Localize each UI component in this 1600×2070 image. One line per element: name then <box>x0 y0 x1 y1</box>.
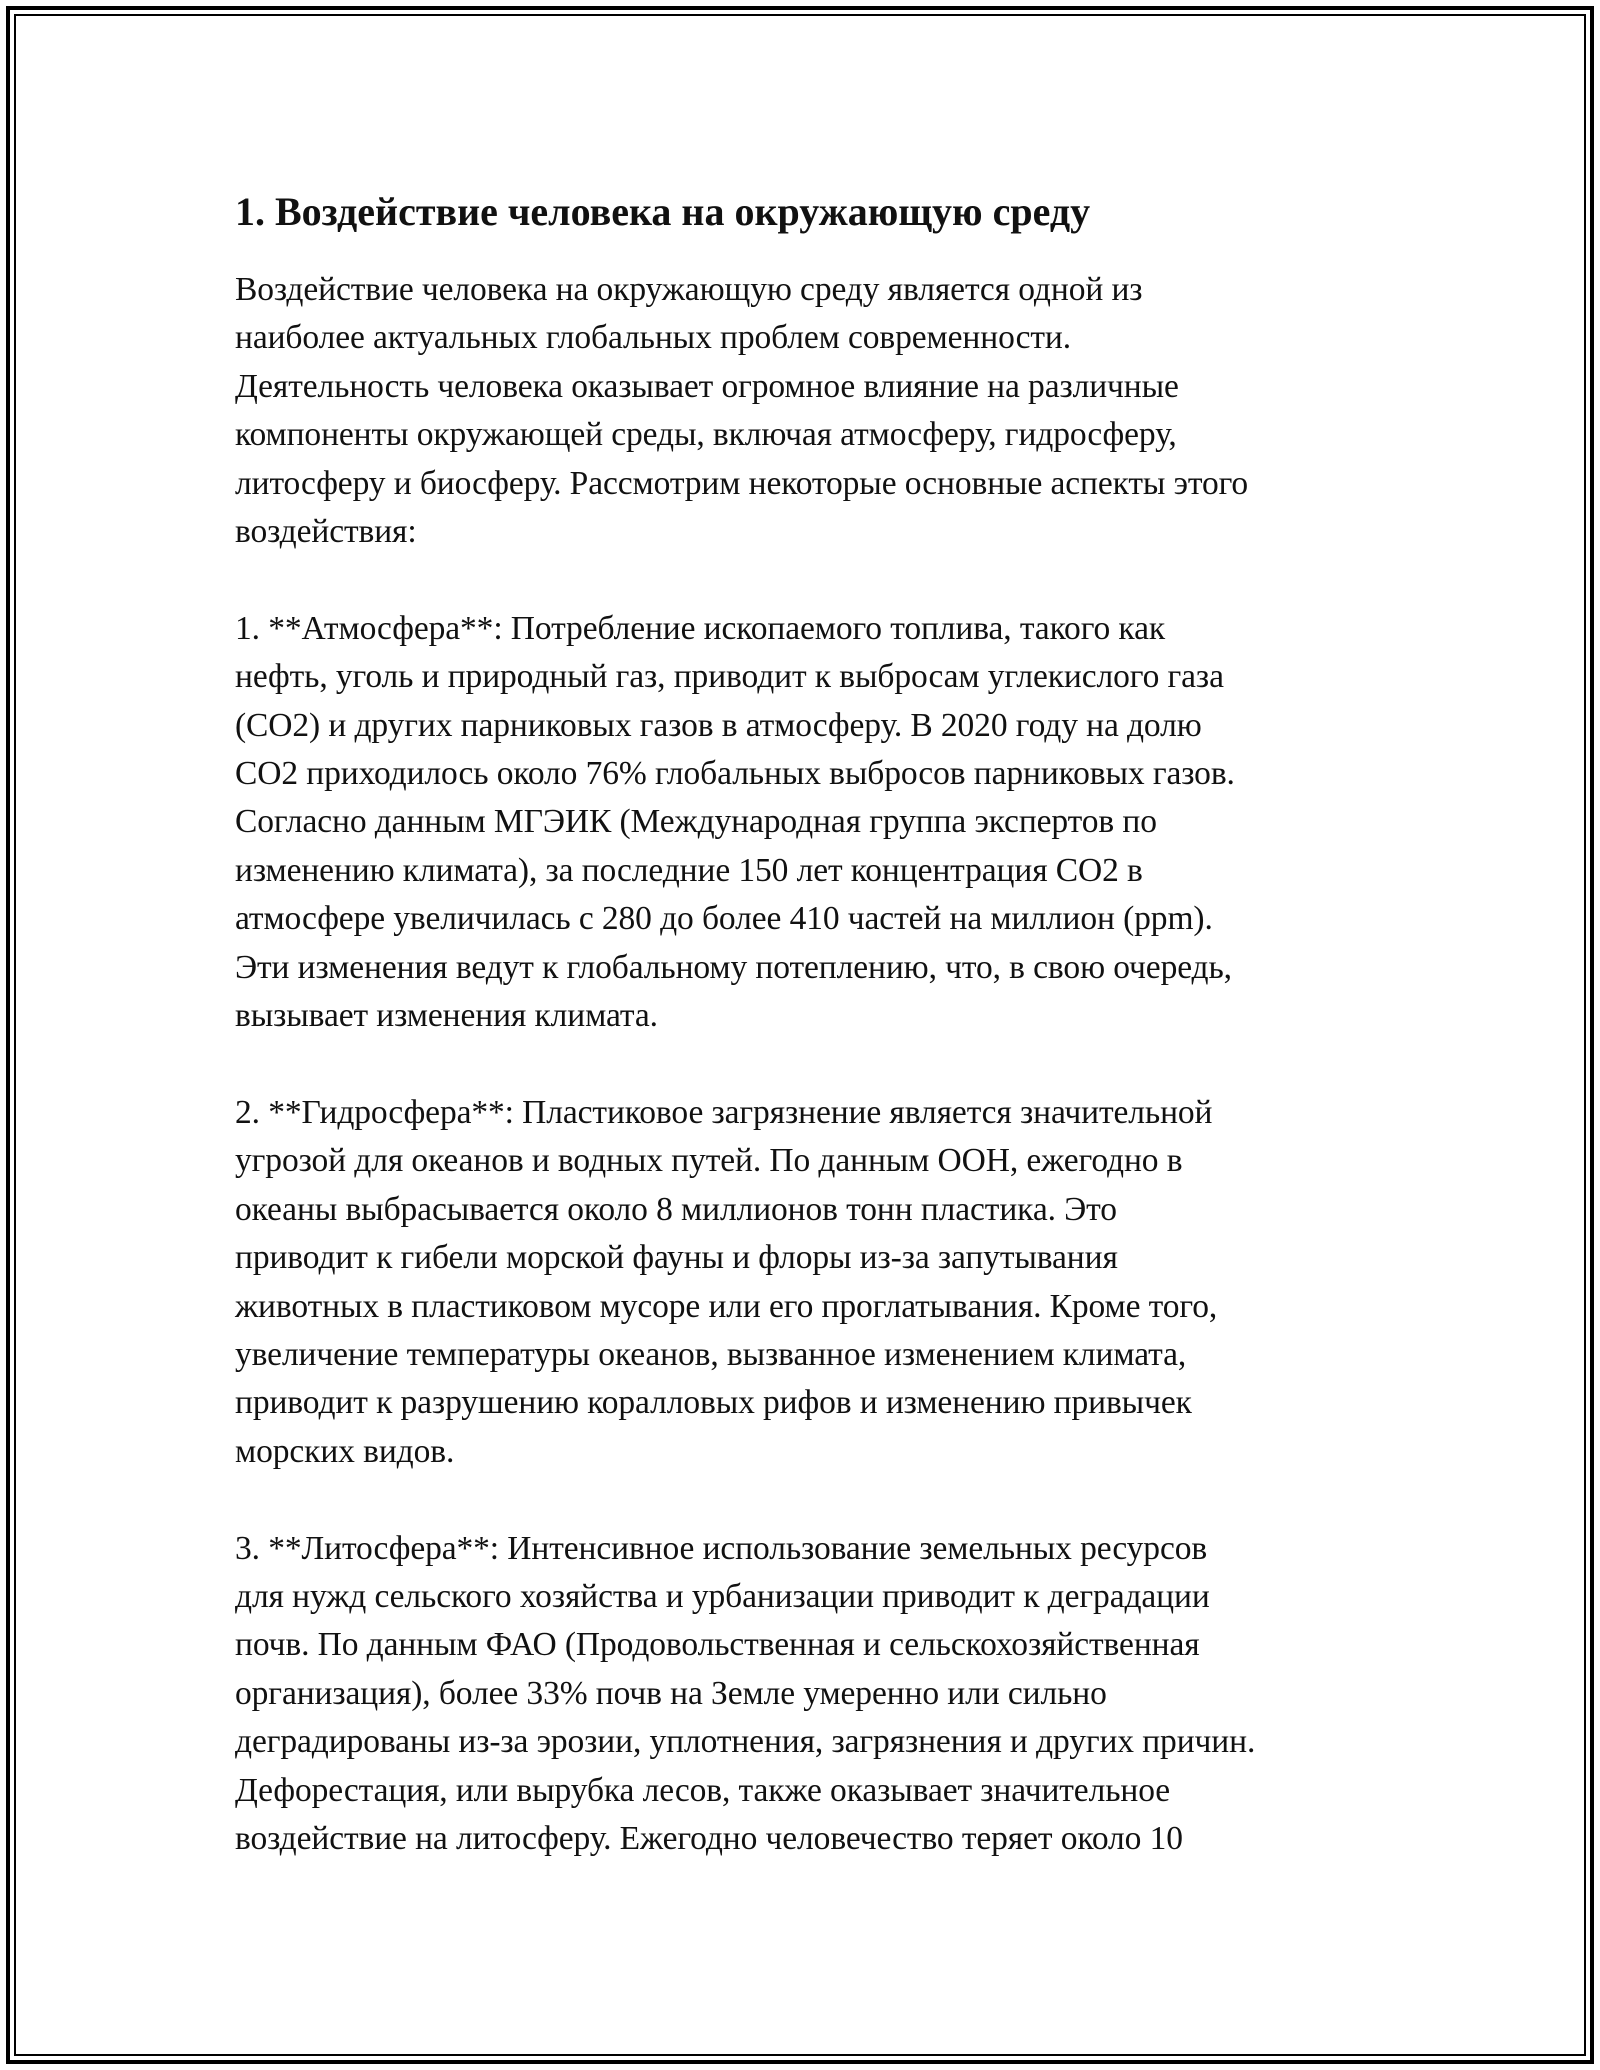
text-line: организация), более 33% почв на Земле умеренно или сильно <box>235 1674 1107 1712</box>
text-line: (CO2) и других парниковых газов в атмосферу. В 2020 году на долю <box>235 706 1202 744</box>
text-line: океаны выбрасывается около 8 миллионов тонн пластика. Это <box>235 1190 1117 1228</box>
paragraph-lithosphere <box>235 1525 1365 1864</box>
section-heading: 1. Воздействие человека на окружающую среду <box>235 189 1091 234</box>
text-line: Дефорестация, или вырубка лесов, также оказывает значительное <box>235 1771 1171 1809</box>
text-line: наиболее актуальных глобальных проблем современности. <box>235 319 1071 357</box>
text-line: воздействия: <box>235 513 417 551</box>
text-line: почв. По данным ФАО (Продовольственная и сельскохозяйственная <box>235 1626 1200 1664</box>
paragraph-gap <box>235 556 1365 604</box>
text-line: животных в пластиковом мусоре или его проглатывания. Кроме того, <box>235 1287 1218 1325</box>
text-line: компоненты окружающей среды, включая атмосферу, гидросферу, <box>235 416 1177 454</box>
text-line: морских видов. <box>235 1432 455 1470</box>
paragraph-gap <box>235 1040 1365 1088</box>
text-line: приводит к гибели морской фауны и флоры из-за запутывания <box>235 1239 1118 1277</box>
text-line: приводит к разрушению коралловых рифов и изменению привычек <box>235 1384 1192 1422</box>
text-line: нефть, уголь и природный газ, приводит к выбросам углекислого газа <box>235 658 1224 696</box>
text-line: деградированы из-за эрозии, уплотнения, загрязнения и других причин. <box>235 1723 1256 1761</box>
paragraph-atmosphere <box>235 605 1365 1041</box>
paragraph-gap <box>235 1476 1365 1524</box>
text-line: увеличение температуры океанов, вызванное изменением климата, <box>235 1335 1187 1373</box>
text-line: изменению климата), за последние 150 лет концентрация CO2 в <box>235 851 1143 889</box>
text-line: Деятельность человека оказывает огромное влияние на различные <box>235 367 1179 405</box>
paragraph-hydrosphere <box>235 1089 1365 1476</box>
text-line: CO2 приходилось около 76% глобальных выбросов парниковых газов. <box>235 755 1235 793</box>
text-line: 3. **Литосфера**: Интенсивное использование земельных ресурсов <box>235 1529 1208 1567</box>
document-body <box>235 182 1365 1863</box>
text-line: литосферу и биосферу. Рассмотрим некоторые основные аспекты этого <box>235 464 1249 502</box>
text-line: 2. **Гидросфера**: Пластиковое загрязнение является значительной <box>235 1093 1213 1131</box>
text-line: для нужд сельского хозяйства и урбанизации приводит к деградации <box>235 1577 1210 1615</box>
text-line: Эти изменения ведут к глобальному потеплению, что, в свою очередь, <box>235 948 1232 986</box>
text-line: воздействие на литосферу. Ежегодно человечество теряет около 10 <box>235 1819 1183 1857</box>
text-line: Согласно данным МГЭИК (Международная группа экспертов по <box>235 803 1157 841</box>
text-line: Воздействие человека на окружающую среду является одной из <box>235 271 1143 308</box>
paragraph-intro <box>235 266 1365 556</box>
text-line: угрозой для океанов и водных путей. По данным ООН, ежегодно в <box>235 1142 1183 1180</box>
text-line: 1. **Атмосфера**: Потребление ископаемого топлива, такого как <box>235 609 1166 647</box>
text-line: вызывает изменения климата. <box>235 997 658 1035</box>
text-line: атмосфере увеличилась с 280 до более 410 частей на миллион (ppm). <box>235 900 1213 938</box>
